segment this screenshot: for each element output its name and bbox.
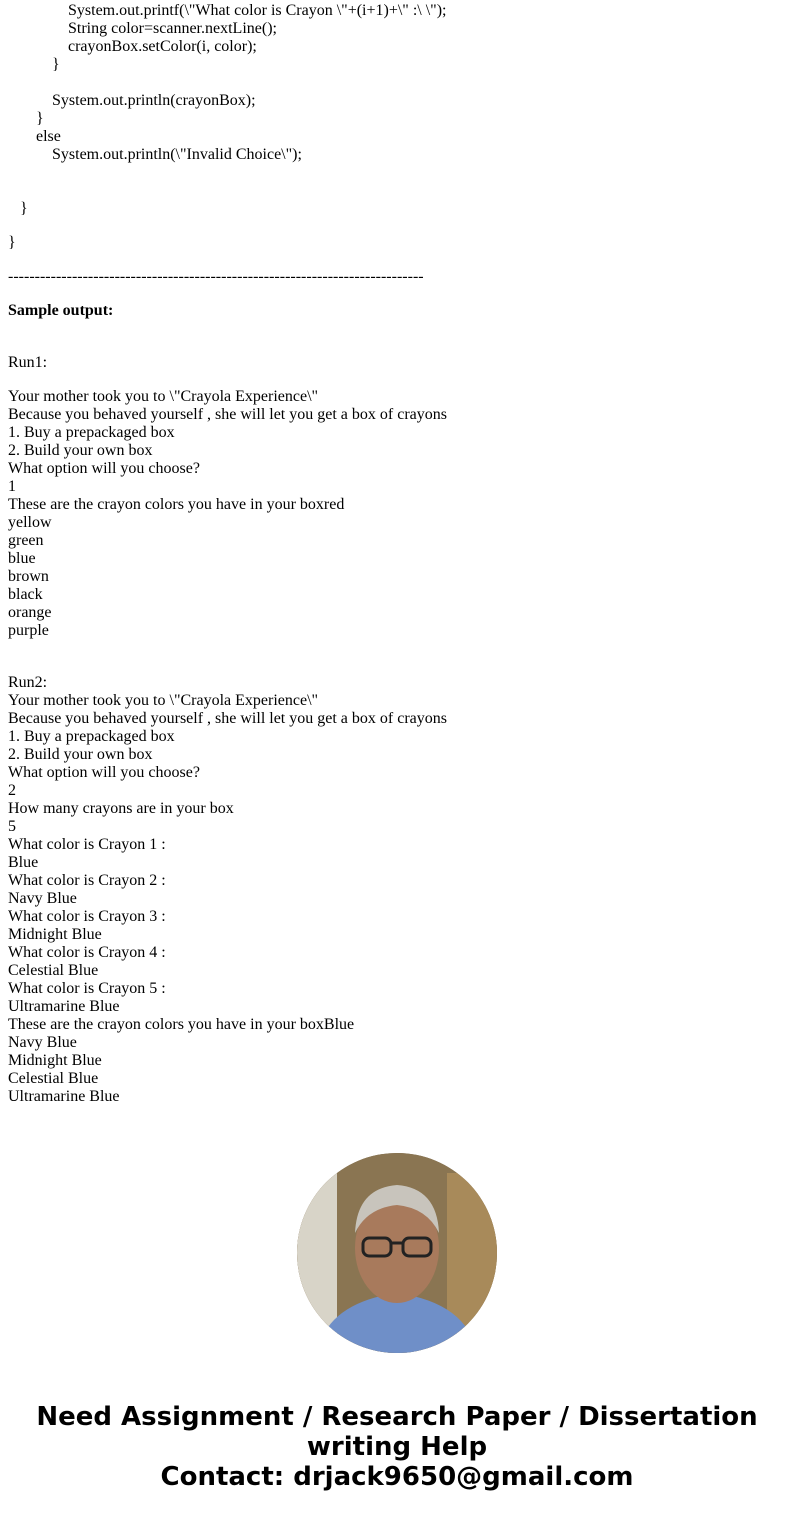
footer-line-1: Need Assignment / Research Paper / Dissertation <box>36 1402 758 1432</box>
output-line: What option will you choose? <box>8 764 200 781</box>
output-line: Because you behaved yourself , she will let you get a box of crayons <box>8 406 447 423</box>
output-line: 1. Buy a prepackaged box <box>8 728 175 745</box>
output-line: Because you behaved yourself , she will let you get a box of crayons <box>8 710 447 727</box>
output-line: 2 <box>8 782 16 799</box>
run1-output <box>8 388 447 640</box>
footer-line-2: writing Help <box>306 1432 488 1462</box>
output-line: Your mother took you to \"Crayola Experience\" <box>8 692 319 709</box>
code-line: System.out.printf(\"What color is Crayon \"+(i+1)+\" :\ \"); <box>68 2 447 19</box>
output-line: brown <box>8 568 49 585</box>
output-line: What color is Crayon 2 : <box>8 872 166 889</box>
output-line: Navy Blue <box>8 890 77 907</box>
output-line: blue <box>8 550 36 567</box>
output-line: 1. Buy a prepackaged box <box>8 424 175 441</box>
output-line: 5 <box>8 818 16 835</box>
output-line: Your mother took you to \"Crayola Experience\" <box>8 388 319 405</box>
output-line: These are the crayon colors you have in your boxBlue <box>8 1016 355 1033</box>
output-line: black <box>8 586 43 603</box>
run2-output <box>8 692 447 1106</box>
output-line: What color is Crayon 5 : <box>8 980 166 997</box>
output-line: Navy Blue <box>8 1034 77 1051</box>
code-line: System.out.println(\"Invalid Choice\"); <box>52 146 302 163</box>
output-line: Ultramarine Blue <box>8 998 120 1015</box>
output-line: Celestial Blue <box>8 1070 99 1087</box>
code-line: } <box>52 56 60 73</box>
output-line: 2. Build your own box <box>8 746 153 763</box>
output-line: yellow <box>8 514 52 531</box>
output-line: orange <box>8 604 52 621</box>
output-line: 2. Build your own box <box>8 442 153 459</box>
code-close-class: } <box>8 234 16 251</box>
code-line: } <box>36 110 44 127</box>
footer-banner <box>0 1402 794 1492</box>
run1-label: Run1: <box>8 354 48 371</box>
code-line: else <box>36 128 61 145</box>
output-line: purple <box>8 622 49 639</box>
code-block <box>8 2 446 164</box>
output-line: These are the crayon colors you have in your boxred <box>8 496 345 513</box>
code-line <box>8 74 446 92</box>
output-line: What color is Crayon 4 : <box>8 944 166 961</box>
code-line: String color=scanner.nextLine(); <box>68 20 277 37</box>
separator: ------------------------------------------------------------------------------ <box>8 268 424 285</box>
output-line: What color is Crayon 3 : <box>8 908 166 925</box>
output-line: 1 <box>8 478 16 495</box>
output-line: Blue <box>8 854 39 871</box>
output-line: green <box>8 532 44 549</box>
code-line: crayonBox.setColor(i, color); <box>68 38 257 55</box>
run2-label: Run2: <box>8 674 48 691</box>
code-close-method: } <box>20 200 28 217</box>
output-line: What option will you choose? <box>8 460 200 477</box>
footer-line-3: Contact: drjack9650@gmail.com <box>160 1462 634 1492</box>
output-line: Midnight Blue <box>8 926 102 943</box>
output-line: What color is Crayon 1 : <box>8 836 166 853</box>
output-line: How many crayons are in your box <box>8 800 234 817</box>
sample-output-heading: Sample output: <box>8 302 114 319</box>
output-line: Midnight Blue <box>8 1052 102 1069</box>
output-line: Ultramarine Blue <box>8 1088 120 1105</box>
code-line: System.out.println(crayonBox); <box>52 92 256 109</box>
output-line: Celestial Blue <box>8 962 99 979</box>
author-photo <box>297 1153 497 1353</box>
